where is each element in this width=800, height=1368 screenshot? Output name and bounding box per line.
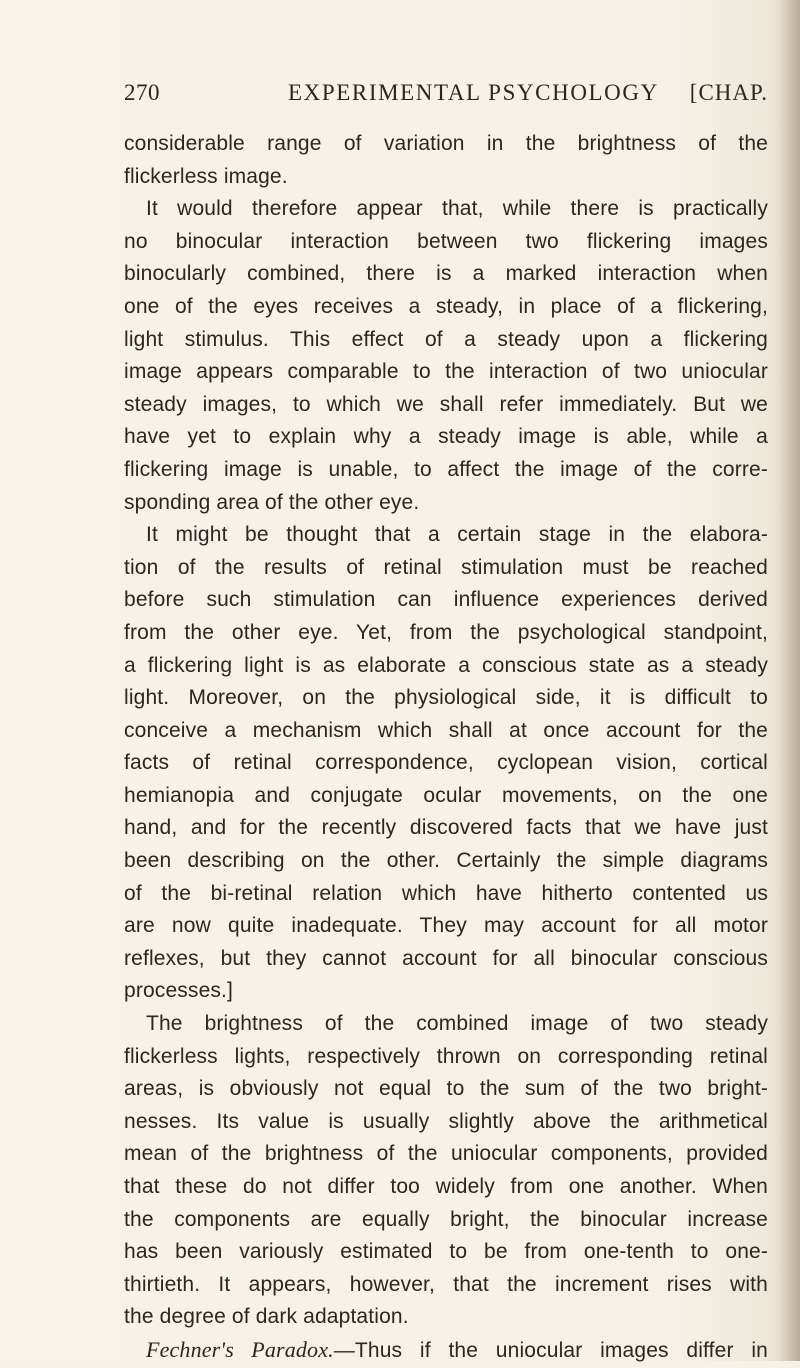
- text-line: hand, and for the recently discovered facts that we have just: [124, 816, 768, 840]
- text-line: no binocular interaction between two flickering images: [124, 229, 768, 253]
- text-line: nesses. Its value is usually slightly above the arithmetical: [124, 1109, 768, 1133]
- running-title: EXPERIMENTAL PSYCHOLOGY: [288, 80, 659, 105]
- text-line: a flickering light is as elaborate a conscious state as a steady: [124, 653, 768, 677]
- text-line: are now quite inadequate. They may account for all motor: [124, 914, 768, 938]
- page-edge-shadow: [778, 0, 800, 1361]
- text-line: before such stimulation can influence experiences derived: [124, 588, 768, 612]
- page-number: 270: [124, 80, 160, 105]
- text-line: have yet to explain why a steady image is able, while a: [124, 425, 768, 449]
- text-line: that these do not differ too widely from one another. When: [124, 1175, 768, 1198]
- section-heading-italic: Fechner's Paradox.: [146, 1336, 334, 1362]
- text-line: one of the eyes receives a steady, in place of a flickering,: [124, 294, 768, 318]
- text-line: conceive a mechanism which shall at once account for the: [124, 718, 768, 742]
- text-line: steady images, to which we shall refer immediately. But we: [124, 392, 768, 416]
- text-line: sponding area of the other eye.: [124, 490, 420, 514]
- body-text: [124, 128, 768, 1367]
- text-line: been describing on the other. Certainly the simple diagrams: [124, 849, 768, 873]
- chapter-marker: [CHAP.: [689, 80, 768, 105]
- text-line: tion of the results of retinal stimulation must be reached: [124, 555, 768, 579]
- text-line: image appears comparable to the interaction of two uniocular: [124, 360, 768, 384]
- text-line: The brightness of the combined image of two steady: [146, 1012, 768, 1036]
- text-line: thirtieth. It appears, however, that the increment rises with: [124, 1272, 768, 1296]
- final-line-text: —Thus if the uniocular images differ in: [333, 1338, 768, 1362]
- text-line: light. Moreover, on the physiological side, it is difficult to: [124, 686, 768, 710]
- text-line: areas, is obviously not equal to the sum of the two bright-: [124, 1077, 768, 1101]
- text-line: mean of the brightness of the uniocular components, provided: [124, 1142, 768, 1166]
- text-line: considerable range of variation in the brightness of the: [124, 132, 768, 155]
- text-line: processes.]: [124, 979, 234, 1003]
- text-line: the degree of dark adaptation.: [124, 1305, 409, 1329]
- text-line: the components are equally bright, the binocular increase: [124, 1207, 768, 1231]
- text-line: from the other eye. Yet, from the psychological standpoint,: [124, 620, 768, 644]
- text-line: facts of retinal correspondence, cyclopean vision, cortical: [124, 751, 768, 775]
- text-line: reflexes, but they cannot account for all binocular conscious: [124, 946, 768, 970]
- text-line: flickering image is unable, to affect the image of the corre-: [124, 457, 768, 481]
- text-line: light stimulus. This effect of a steady upon a flickering: [124, 327, 768, 351]
- text-line-final: [124, 1334, 768, 1367]
- text-line: of the bi-retinal relation which have hitherto contented us: [124, 881, 768, 905]
- text-line: hemianopia and conjugate ocular movements, on the one: [124, 783, 768, 807]
- text-line: It might be thought that a certain stage in the elabora-: [146, 523, 768, 547]
- text-line: has been variously estimated to be from one-tenth to one-: [124, 1240, 768, 1264]
- running-header: [124, 80, 768, 116]
- text-line: binocularly combined, there is a marked interaction when: [124, 262, 768, 286]
- text-line: flickerless lights, respectively thrown on corresponding retinal: [124, 1044, 768, 1068]
- text-line: flickerless image.: [124, 164, 288, 188]
- text-line: It would therefore appear that, while there is practically: [146, 197, 768, 221]
